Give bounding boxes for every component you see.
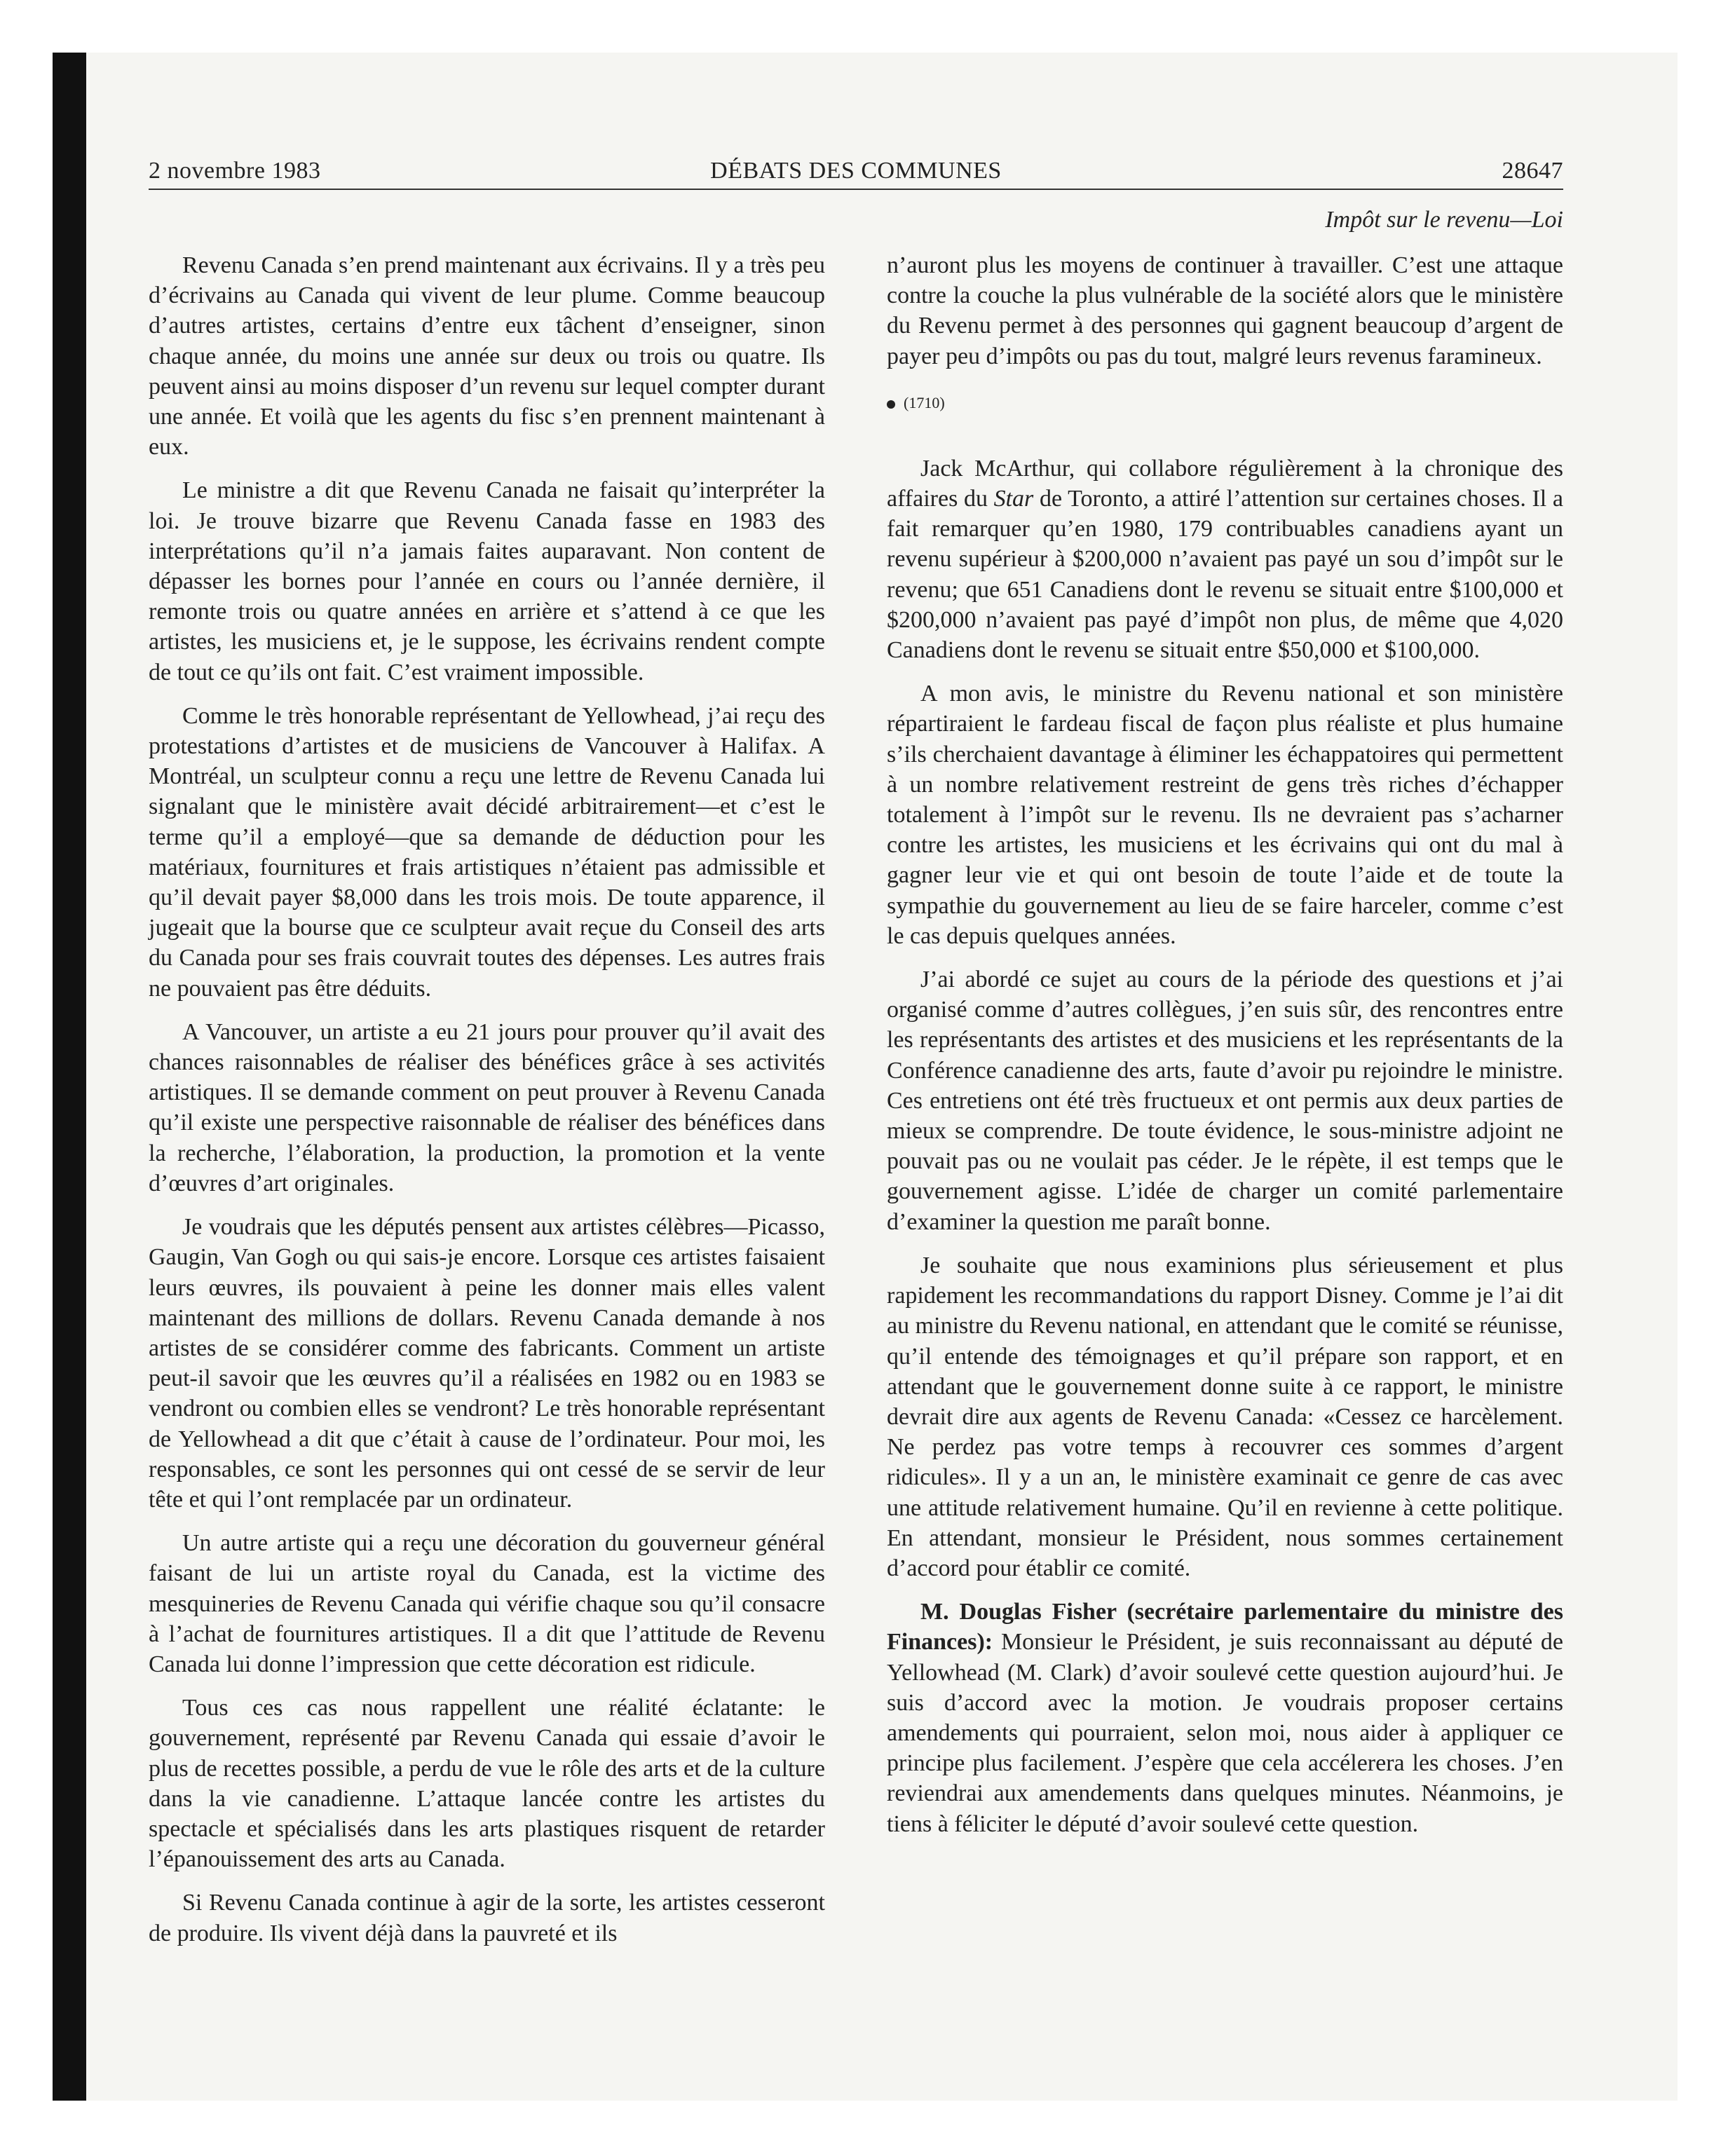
paragraph-continuation: n’auront plus les moyens de continuer à travailler. C’est une attaque contre la couche la plus vulnérable de la société alors que le ministère du Revenu permet à des personnes qui gagnent beaucoup d’argent de payer peu d’impôts ou pas du tout, malgré leurs revenus faramineux.	[887, 252, 1563, 369]
time-marker	[887, 393, 1563, 414]
running-head	[149, 158, 1563, 190]
paragraph: A Vancouver, un artiste a eu 21 jours pour prouver qu’il avait des chances raisonnables de réaliser des bénéfices grâce à ses activités artistiques. Il se demande comment on peut prouver à Revenu Canada qu’il existe une perspective raisonnable de réaliser des bénéfices dans la recherche, l’élaboration, la production, la promotion et la vente d’œuvres d’art originales.	[149, 1018, 825, 1196]
paragraph: A mon avis, le ministre du Revenu national et son ministère répartiraient le fardeau fiscal de façon plus réaliste et plus humaine s’ils cherchaient davantage à éliminer les échappatoires qui permettent à un nombre relativement restreint de gens très riches d’échapper totalement à l’impôt sur le revenu. Ils ne devraient pas s’acharner contre les artistes, les musiciens et les écrivains qui ont du mal à gagner leur vie et qui ont besoin de toute l’aide et de toute la sympathie du gouvernement au lieu de se faire harceler, comme c’est le cas depuis quelques années.	[887, 681, 1563, 949]
text-run: de Toronto, a attiré l’attention sur certaines choses. Il a fait remarquer qu’en 1980, 179 contribuables canadiens ayant un revenu supérieur à $200,000 n’avaient pas payé un sou d’impôt sur le revenu; que 651 Canadiens dont le revenu se situait entre $100,000 et $200,000 n’avaient pas payé d’impôt non plus, de même que 4,020 Canadiens dont le revenu se situait entre $50,000 et $100,000.	[887, 486, 1563, 664]
paragraph: Si Revenu Canada continue à agir de la sorte, les artistes cesseront de produire. Ils vivent déjà dans la pauvreté et ils	[149, 1890, 825, 1946]
paragraph: Un autre artiste qui a reçu une décoration du gouverneur général faisant de lui un artiste royal du Canada, est la victime des mesquineries de Revenu Canada qui vérifie chaque sou qu’il consacre à l’achat de fournitures artistiques. Il a dit que l’attitude de Revenu Canada lui donne l’impression que cette décoration est ridicule.	[149, 1530, 825, 1677]
publication-name: Star	[993, 486, 1034, 512]
speaker-paragraph	[887, 1597, 1563, 1839]
paragraph: Tous ces cas nous rappellent une réalité éclatante: le gouvernement, représenté par Revenu Canada qui essaie d’avoir le plus de recettes possible, a perdu de vue le rôle des arts et de la culture dans la vie canadienne. L’attaque lancée contre les artistes du spectacle et spécialisés dans les arts plastiques risquent de retarder l’épanouissement des arts au Canada.	[149, 1695, 825, 1873]
paragraph	[887, 453, 1563, 665]
bullet-icon	[887, 400, 895, 409]
header-rule	[149, 189, 1563, 190]
left-column	[149, 250, 825, 1962]
paragraph: Le ministre a dit que Revenu Canada ne faisait qu’interpréter la loi. Je trouve bizarre que Revenu Canada fasse en 1983 des interprétations qu’il n’a jamais faites auparavant. Non content de dépasser les bornes pour l’année en cours ou l’année dernière, il remonte trois ou quatre années en arrière et s’attend à ce que les artistes, les musiciens et, je le suppose, les écrivains rendent compte de tout ce qu’ils ont fait. C’est vraiment impossible.	[149, 477, 825, 685]
paragraph: Revenu Canada s’en prend maintenant aux écrivains. Il y a très peu d’écrivains au Canada qui vivent de leur plume. Comme beaucoup d’autres artistes, certains d’entre eux tâchent d’enseigner, sinon chaque année, du moins une année sur deux ou trois ou quatre. Ils peuvent ainsi au moins disposer d’un revenu sur lequel compter durant une année. Et voilà que les agents du fisc s’en prennent maintenant à eux.	[149, 252, 825, 460]
time-marker-label: (1710)	[904, 393, 945, 411]
right-column	[887, 250, 1563, 1853]
section-subject: Impôt sur le revenu—Loi	[1325, 207, 1563, 233]
header-page-number: 28647	[1502, 158, 1563, 184]
speaker-text: Monsieur le Président, je suis reconnaissant au député de Yellowhead (M. Clark) d’avoir soulevé cette question aujourd’hui. Je suis d’accord avec la motion. Je voudrais proposer certains amendements qui pourraient, selon moi, nous aider à appliquer ce principe plus facilement. J’espère que cela accélerera les choses. J’en reviendrai aux amendements dans quelques minutes. Néanmoins, je tiens à féliciter le député d’avoir soulevé cette question.	[887, 1629, 1563, 1837]
scan-edge	[53, 53, 86, 2101]
paragraph: Comme le très honorable représentant de Yellowhead, j’ai reçu des protestations d’artistes et de musiciens de Vancouver à Halifax. A Montréal, un sculpteur connu a reçu une lettre de Revenu Canada lui signalant que le ministère avait décidé arbitrairement—et c’est le terme qu’il a employé—que sa demande de déduction pour les matériaux, fournitures et frais artistiques n’étaient pas admissible et qu’il devait payer $8,000 dans les trois mois. De toute apparence, il jugeait que la bourse que ce sculpteur avait reçue du Conseil des arts du Canada pour ses frais couvrait toutes des dépenses. Les autres frais ne pouvaient pas être déduits.	[149, 702, 825, 1002]
speaker-name: M. Douglas Fisher (secrétaire parlementaire du ministre des Finances):	[887, 1599, 1563, 1656]
paragraph: Je souhaite que nous examinions plus sérieusement et plus rapidement les recommandations du rapport Disney. Comme je l’ai dit au ministre du Revenu national, en attendant que le comité se réunisse, qu’il entende des témoignages et qu’il prépare son rapport, et en attendant que le gouvernement donne suite à ce rapport, le ministre devrait dire aux agents de Revenu Canada: «Cessez ce harcèlement. Ne perdez pas votre temps à recouvrer ces sommes d’argent ridicules». Il y a un an, le ministère examinait ce genre de cas avec une attitude relativement humaine. Qu’il en revienne à cette politique. En attendant, monsieur le Président, nous sommes certainement d’accord pour établir ce comité.	[887, 1252, 1563, 1581]
paragraph: J’ai abordé ce sujet au cours de la période des questions et j’ai organisé comme d’autres collègues, j’en suis sûr, des rencontres entre les représentants des artistes et des musiciens et les représentants de la Conférence canadienne des arts, faute d’avoir pu rejoindre le ministre. Ces entretiens ont été très fructueux et ont permis aux deux parties de mieux se comprendre. De toute évidence, le sous-ministre adjoint ne pouvait pas ou ne voulait pas céder. Je le répète, il est temps que le gouvernement agisse. L’idée de charger un comité parlementaire d’examiner la question me paraît bonne.	[887, 967, 1563, 1235]
paragraph: Je voudrais que les députés pensent aux artistes célèbres—Picasso, Gaugin, Van Gogh ou qui sais-je encore. Lorsque ces artistes faisaient leurs œuvres, ils pouvaient à peine les donner mais elles valent maintenant des millions de dollars. Revenu Canada demande à nos artistes de se considérer comme des fabricants. Comment un artiste peut-il savoir que les œuvres qu’il a réalisées en 1982 ou en 1983 se vendront ou combien elles se vendront? Le très honorable représentant de Yellowhead a dit que c’était à cause de l’ordinateur. Pour moi, les responsables, ce sont les personnes qui ont cessé de se servir de leur tête et qui l’ont remplacée par un ordinateur.	[149, 1214, 825, 1513]
header-date: 2 novembre 1983	[149, 158, 321, 184]
header-publication: DÉBATS DES COMMUNES	[710, 158, 1002, 184]
text-run: Jack McArthur, qui collabore régulièrement à la chronique des affaires du	[887, 455, 1563, 512]
